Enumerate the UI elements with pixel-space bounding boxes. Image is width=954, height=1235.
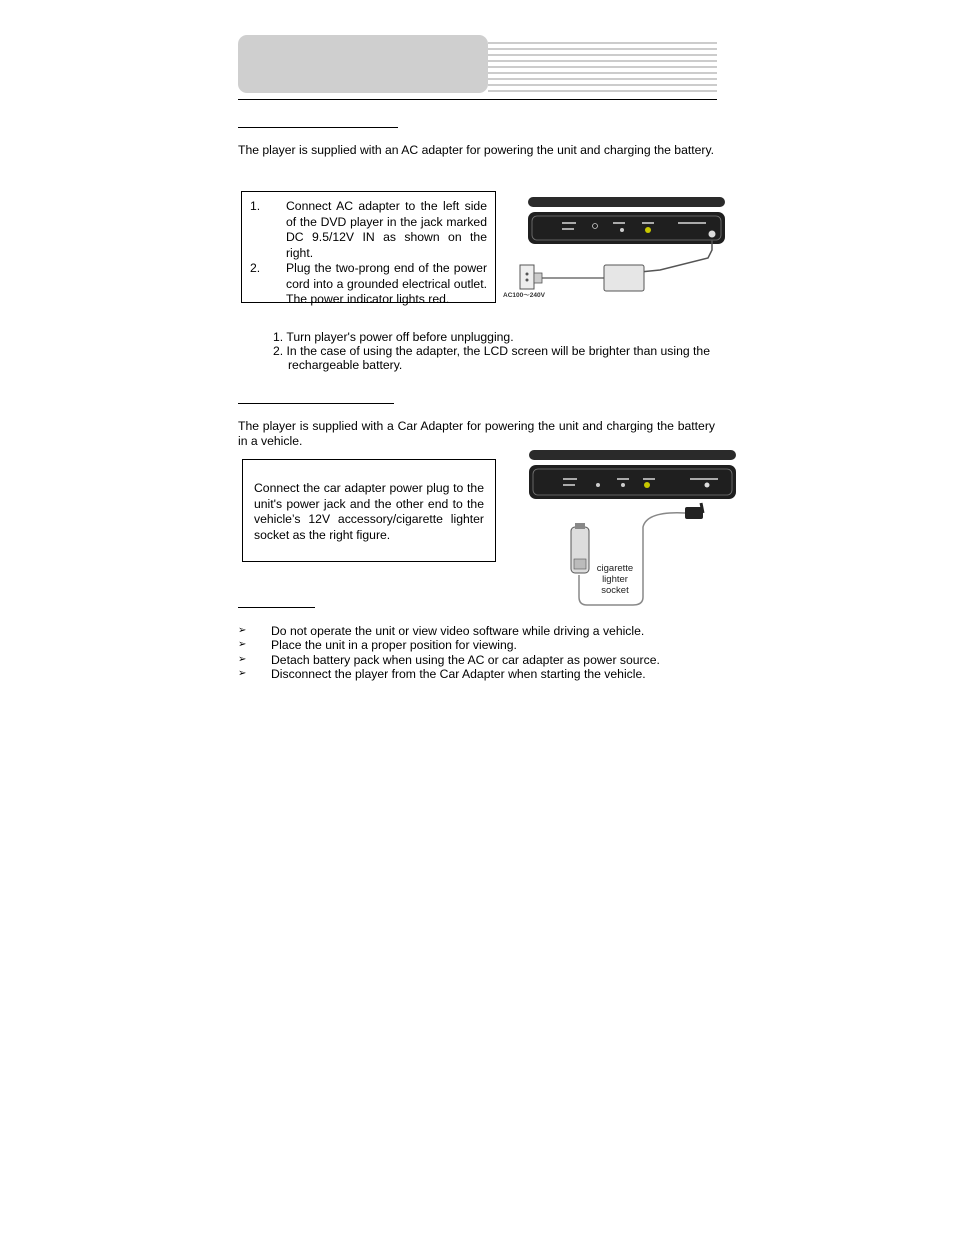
dc-plug-illustration: [685, 507, 703, 519]
ac-note-1: 1. Turn player's power off before unplugging.: [273, 330, 514, 344]
ac-notes: [273, 330, 717, 372]
warning-item: [238, 653, 717, 667]
ac-steps-box: [241, 191, 496, 306]
section-heading-rule-ac: [238, 127, 398, 128]
car-instructions-box: [242, 459, 496, 562]
figure-label-cigarette: cigarette: [596, 563, 634, 574]
warning-item-text: Detach battery pack when using the AC or car adapter as power source.: [271, 652, 660, 667]
player-lid-illustration: [528, 197, 725, 207]
car-instructions-text: Connect the car adapter power plug to the unit's power jack and the other end to the vehicle’s 12V accessory/cigarette lighter socket as the right figure.: [254, 481, 484, 542]
car-intro: The player is supplied with a Car Adapter for powering the unit and charging the battery in a vehicle.: [238, 419, 715, 448]
arrow-bullet-icon: ➢: [238, 625, 247, 636]
ac-intro: The player is supplied with an AC adapter for powering the unit and charging the battery.: [238, 143, 715, 157]
arrow-bullet-icon: ➢: [238, 667, 247, 679]
ac-note-2: 2. In the case of using the adapter, the LCD screen will be brighter than using the rechargeable battery.: [273, 344, 710, 372]
figure-label-lighter: lighter: [602, 574, 628, 585]
warning-item: [238, 638, 717, 652]
ac-adapter-brick-illustration: [604, 265, 644, 291]
player-lid-illustration: [529, 450, 736, 460]
ac-step-2-text: Plug the two-prong end of the power cord into a grounded electrical outlet. The power indicator lights red.: [286, 261, 487, 306]
warning-item-text: Place the unit in a proper position for viewing.: [271, 638, 517, 653]
warning-item-text: Disconnect the player from the Car Adapter when starting the vehicle.: [271, 666, 646, 681]
figure-label-socket: socket: [601, 585, 629, 596]
ac-step-1-number: 1.: [250, 199, 261, 213]
ac-adapter-figure: [500, 192, 730, 302]
section-heading-rule-warnings: [238, 607, 315, 608]
ac-voltage-label: AC100～240V: [503, 292, 545, 299]
ac-steps-list: [250, 199, 487, 308]
car-adapter-figure: [525, 447, 740, 609]
warning-item: [238, 667, 717, 681]
header-decorative-lines: [488, 42, 717, 92]
section-heading-rule-car: [238, 403, 394, 404]
ac-step-1-text: Connect AC adapter to the left side of the DVD player in the jack marked DC 9.5/12V IN as shown on the right.: [286, 199, 487, 260]
warning-item-text: Do not operate the unit or view video software while driving a vehicle.: [271, 624, 645, 638]
ac-step-2-number: 2.: [250, 261, 261, 275]
warning-list: [238, 624, 717, 681]
ac-step-1: [250, 199, 487, 261]
warning-item: [238, 624, 717, 638]
arrow-bullet-icon: ➢: [238, 653, 247, 665]
player-body-illustration: [528, 212, 725, 244]
header-tab: [238, 35, 488, 93]
header-rule: [238, 99, 717, 100]
wall-outlet-illustration: [520, 265, 534, 289]
arrow-bullet-icon: ➢: [238, 639, 247, 651]
ac-step-2: [250, 261, 487, 308]
player-body-illustration: [529, 465, 736, 499]
